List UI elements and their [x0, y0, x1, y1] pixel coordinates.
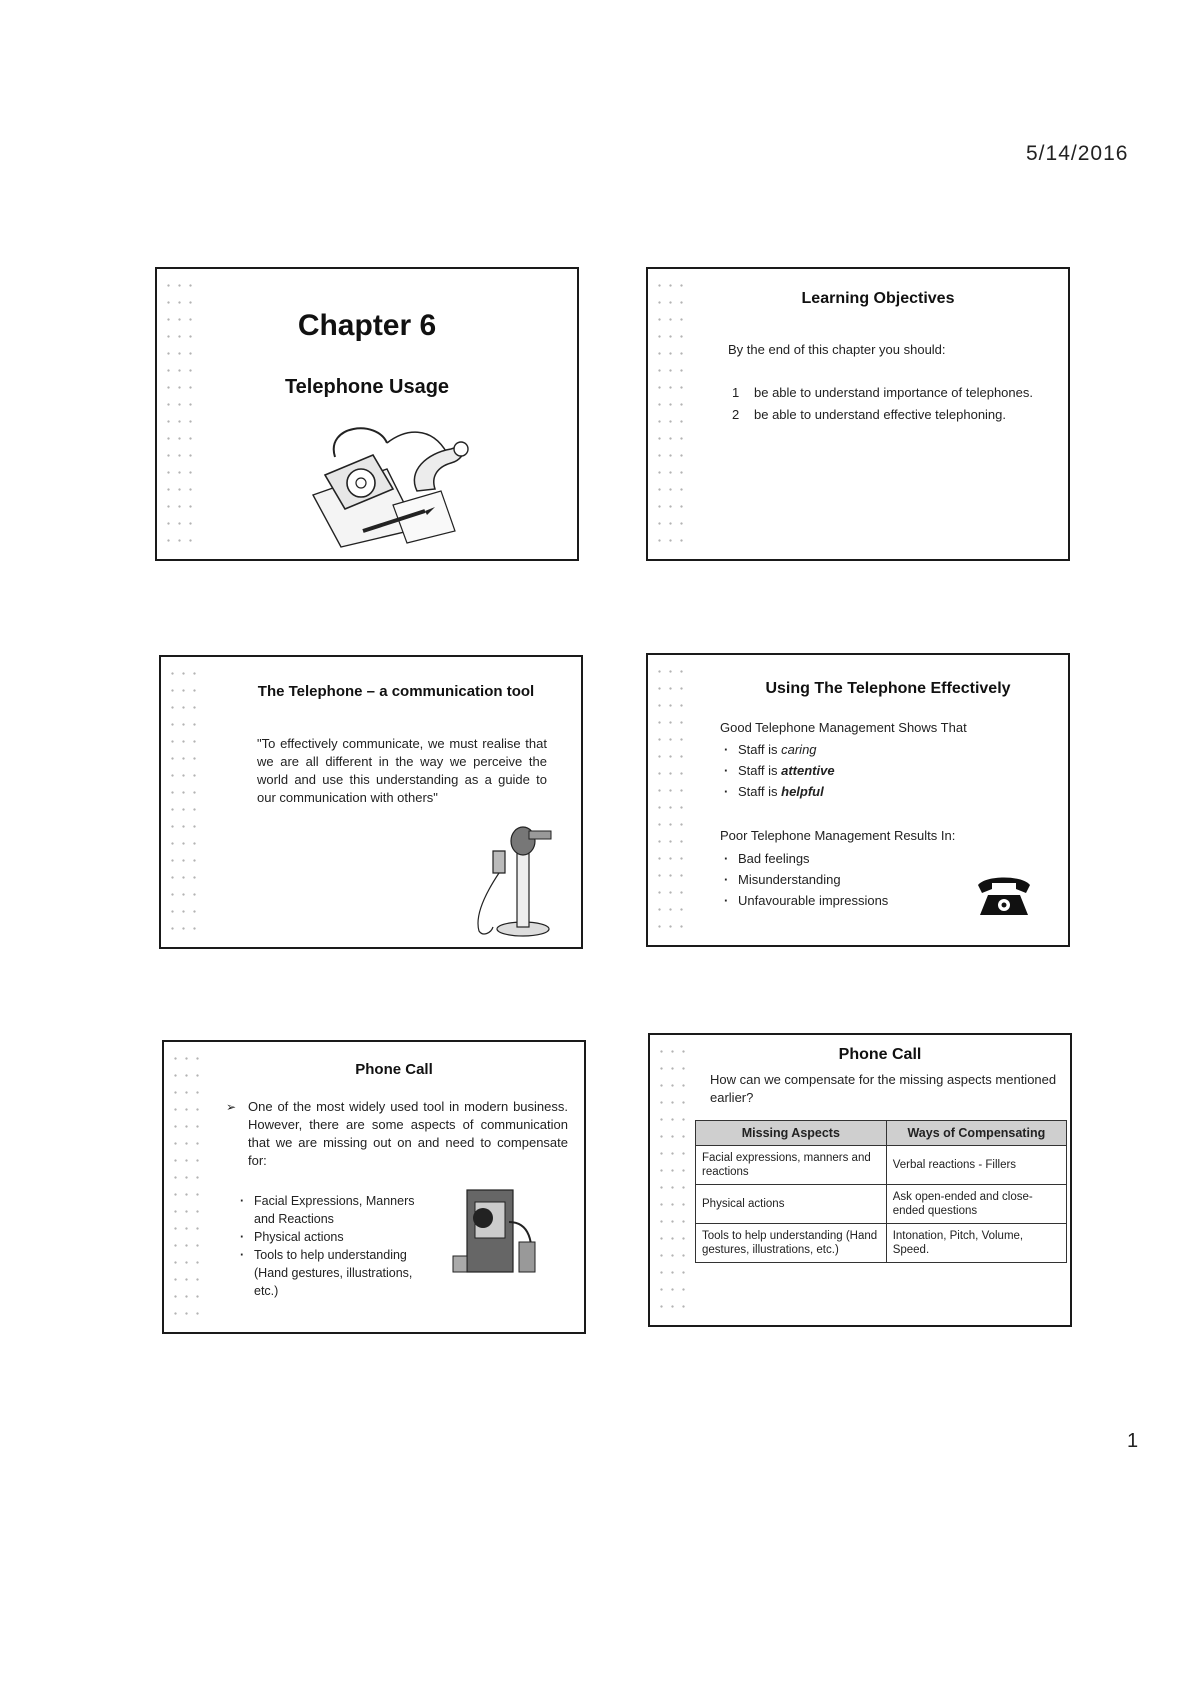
missing-aspects-list [236, 1192, 436, 1300]
poor-management-list [720, 848, 980, 911]
slide-decoration [167, 665, 201, 939]
table-header-cell: Ways of Compensating [886, 1121, 1066, 1146]
telephone-clipart-icon [305, 419, 481, 549]
list-item: · Tools to help understanding (Hand gestures, illustrations, etc.) [236, 1246, 436, 1300]
slide-chapter-title [155, 267, 579, 561]
chapter-title: Chapter 6 [297, 309, 437, 342]
arrow-bullet-icon: ➢ [226, 1100, 237, 1114]
phone-call-intro: One of the most widely used tool in modern business. However, there are some aspects of communication that we are missing out on and need to compensate for: [248, 1099, 568, 1168]
list-item: · Staff is helpful [720, 781, 1020, 802]
list-item: · Unfavourable impressions [720, 890, 980, 911]
table-header-row [696, 1121, 1067, 1146]
slide-communication-tool [159, 655, 583, 949]
table-row [696, 1185, 1067, 1224]
objectives-intro: By the end of this chapter you should: [728, 342, 946, 357]
slide-phone-call-aspects [162, 1040, 586, 1334]
slide-decoration [654, 663, 688, 937]
slide-title: Using The Telephone Effectively [765, 680, 1011, 697]
list-item: · Physical actions [236, 1228, 436, 1246]
table-row [696, 1224, 1067, 1263]
slide-decoration [170, 1050, 204, 1324]
telephone-icon [976, 873, 1032, 917]
slide-learning-objectives [646, 267, 1070, 561]
table-cell: Intonation, Pitch, Volume, Speed. [886, 1224, 1066, 1263]
slide-title: Learning Objectives [801, 290, 955, 307]
list-item: · Staff is caring [720, 739, 1020, 760]
candlestick-phone-icon [465, 817, 565, 939]
page-date: 5/14/2016 [1026, 142, 1129, 165]
slide-title: Phone Call [355, 1061, 433, 1078]
page-number: 1 [1127, 1430, 1139, 1452]
slide-title: Phone Call [838, 1046, 922, 1063]
table-cell: Tools to help understanding (Hand gestures, illustrations, etc.) [696, 1224, 887, 1263]
list-item: · Facial Expressions, Manners and Reactions [236, 1192, 436, 1228]
good-management-list [720, 739, 1020, 802]
chapter-subtitle: Telephone Usage [284, 376, 450, 398]
slide-using-telephone-effectively [646, 653, 1070, 947]
table-row [696, 1146, 1067, 1185]
payphone-icon [449, 1182, 545, 1278]
slide-decoration [163, 277, 197, 551]
list-item: · Bad feelings [720, 848, 980, 869]
slide-decoration [654, 277, 688, 551]
slide-decoration [656, 1043, 690, 1317]
table-cell: Ask open-ended and close-ended questions [886, 1185, 1066, 1224]
table-cell: Physical actions [696, 1185, 887, 1224]
poor-management-heading: Poor Telephone Management Results In: [720, 828, 956, 843]
compensation-table [695, 1120, 1067, 1263]
list-item: · Staff is attentive [720, 760, 1020, 781]
table-header-cell: Missing Aspects [696, 1121, 887, 1146]
table-cell: Facial expressions, manners and reactions [696, 1146, 887, 1185]
list-item: · Misunderstanding [720, 869, 980, 890]
slide-title: The Telephone – a communication tool [257, 683, 535, 700]
slide-phone-call-compensation [648, 1033, 1072, 1327]
list-item: 1 be able to understand importance of telephones. [732, 385, 1033, 400]
compensation-question: How can we compensate for the missing aspects mentioned earlier? [710, 1072, 1057, 1105]
good-management-heading: Good Telephone Management Shows That [720, 720, 967, 735]
list-item: 2 be able to understand effective telephoning. [732, 407, 1007, 422]
table-cell: Verbal reactions - Fillers [886, 1146, 1066, 1185]
objectives-list [728, 383, 1050, 427]
communication-quote: "To effectively communicate, we must realise that we are all different in the way we perceive the world and use this understanding as a guide to our communication with others" [257, 736, 547, 805]
